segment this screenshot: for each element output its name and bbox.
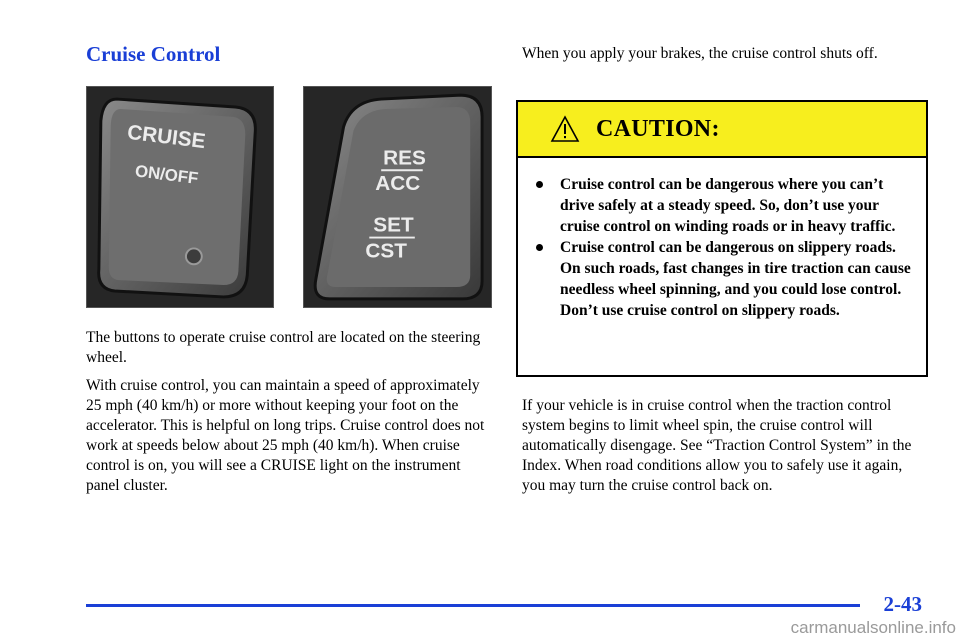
buttons-location-paragraph: The buttons to operate cruise control are located on the steering wheel. — [86, 329, 481, 366]
section-title: Cruise Control — [86, 42, 221, 66]
traction-control-paragraph: If your vehicle is in cruise control when the traction control system begins to limit wheel spin, the cruise control will automatically disengage. See “Traction Control System” in the Index. When road conditions allow you to safely use it again, you may turn the cruise control back on. — [522, 397, 912, 494]
watermark: carmanualsonline.info — [790, 618, 956, 637]
res-set-button-photo — [303, 86, 492, 308]
caution-item: Cruise control can be dangerous where you can’t drive safely at a steady speed. So, don’t use your cruise control on winding roads or in heavy traffic. — [536, 174, 916, 237]
caution-title: CAUTION: — [596, 115, 720, 142]
brakes-paragraph: When you apply your brakes, the cruise control shuts off. — [522, 45, 878, 62]
cruise-label: CRUISE — [125, 120, 207, 154]
footer-rule — [86, 604, 860, 607]
set-label: SET — [373, 213, 414, 237]
page-number: 2-43 — [883, 592, 922, 616]
indicator-light — [186, 248, 202, 264]
caution-header — [518, 102, 926, 158]
acc-label: ACC — [375, 172, 421, 196]
res-label: RES — [383, 146, 426, 170]
caution-box — [516, 100, 928, 377]
on-off-label: ON/OFF — [134, 161, 200, 188]
cst-label: CST — [365, 239, 407, 263]
caution-list — [536, 174, 916, 321]
cruise-speed-paragraph: With cruise control, you can maintain a speed of approximately 25 mph (40 km/h) or more without keeping your foot on the accelerator. This is helpful on long trips. Cruise control does not work at speeds below about 25 mph (40 km/h). When cruise control is on, you will see a CRUISE light on the instrument panel cluster. — [86, 377, 485, 494]
cruise-on-off-button-photo — [86, 86, 274, 308]
caution-item: Cruise control can be dangerous on slippery roads. On such roads, fast changes in tire traction can cause needless wheel spinning, and you could lose control. Don’t use cruise control on slippery roads. — [536, 237, 916, 321]
warning-triangle-icon — [550, 115, 580, 143]
